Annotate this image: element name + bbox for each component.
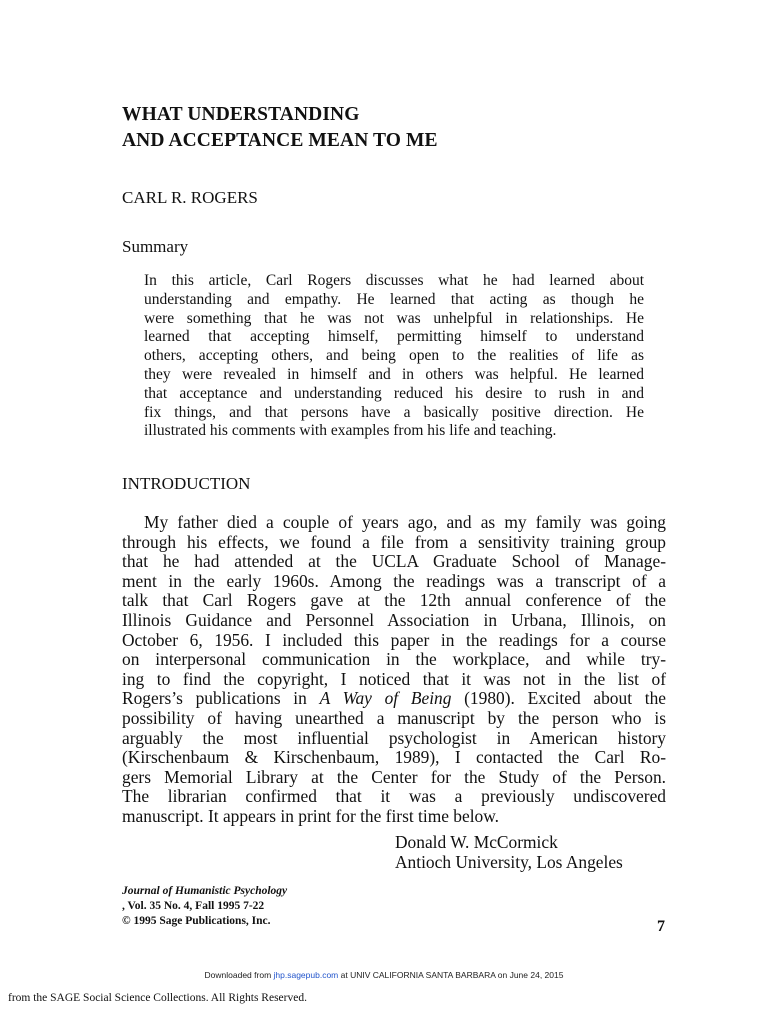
title-line-2: AND ACCEPTANCE MEAN TO ME bbox=[122, 130, 438, 151]
intro-line: manuscript. It appears in print for the first time below. bbox=[122, 805, 500, 826]
intro-line: My father died a couple of years ago, and as my family was going bbox=[144, 512, 666, 532]
intro-line: (Kirschenbaum & Kirschenbaum, 1989), I contacted the Carl Ro- bbox=[122, 747, 666, 768]
summary-line: were something that he was not was unhelpful in relationships. He bbox=[144, 309, 644, 327]
book-title: A Way of Being bbox=[319, 688, 452, 709]
intro-line: Illinois Guidance and Personnel Association in Urbana, Illinois, on bbox=[122, 609, 666, 630]
summary-line: others, accepting others, and being open to the realities of life as bbox=[144, 347, 644, 365]
intro-line: arguably the most influential psychologist in American history bbox=[122, 727, 666, 748]
journal-citation bbox=[122, 884, 287, 929]
intro-line: talk that Carl Rogers gave at the 12th annual conference of the bbox=[122, 590, 666, 611]
introduction-heading: INTRODUCTION bbox=[122, 474, 251, 493]
summary-line: learned that accepting himself, permitting himself to understand bbox=[144, 328, 644, 346]
introduction-body bbox=[122, 513, 666, 827]
copyright-line: © 1995 Sage Publications, Inc. bbox=[122, 915, 271, 927]
summary-line: fix things, and that persons have a basically positive direction. He bbox=[144, 403, 644, 421]
summary-body bbox=[144, 272, 644, 441]
journal-details: , Vol. 35 No. 4, Fall 1995 7-22 bbox=[122, 900, 265, 912]
title-line-1: WHAT UNDERSTANDING bbox=[122, 104, 360, 125]
intro-line: gers Memorial Library at the Center for the Study of the Person. bbox=[122, 766, 666, 787]
journal-name: Journal of Humanistic Psychology bbox=[122, 885, 288, 897]
intro-line-rogers bbox=[122, 689, 666, 709]
article-title bbox=[122, 102, 438, 154]
journal-link[interactable]: jhp.sagepub.com bbox=[273, 970, 339, 980]
intro-line: October 6, 1956. I included this paper in the readings for a course bbox=[122, 629, 666, 650]
summary-line: illustrated his comments with examples from his life and teaching. bbox=[144, 422, 557, 440]
intro-line: ment in the early 1960s. Among the readings was a transcript of a bbox=[122, 570, 666, 591]
signature-block bbox=[395, 832, 623, 872]
rogers-post: (1980). Excited about the bbox=[451, 688, 666, 709]
summary-heading: Summary bbox=[122, 237, 189, 256]
intro-line: through his effects, we found a file from a sensitivity training group bbox=[122, 531, 666, 552]
intro-line: that he had attended at the UCLA Graduate School of Manage- bbox=[122, 551, 666, 572]
rights-notice: from the SAGE Social Science Collections. All Rights Reserved. bbox=[8, 992, 307, 1004]
author-name: CARL R. ROGERS bbox=[122, 188, 258, 207]
intro-line: The librarian confirmed that it was a previously undiscovered bbox=[122, 786, 666, 807]
signature-affiliation: Antioch University, Los Angeles bbox=[395, 852, 623, 872]
summary-line: In this article, Carl Rogers discusses what he had learned about bbox=[144, 272, 644, 289]
intro-line: ing to find the copyright, I noticed that it was not in the list of bbox=[122, 668, 666, 689]
download-notice bbox=[0, 970, 768, 980]
summary-line: understanding and empathy. He learned that acting as though he bbox=[144, 290, 644, 308]
page-number: 7 bbox=[657, 918, 665, 935]
rogers-pre: Rogers’s publications in bbox=[122, 688, 320, 709]
summary-line: that acceptance and understanding reduced his desire to rush in and bbox=[144, 384, 644, 402]
download-suffix: at UNIV CALIFORNIA SANTA BARBARA on June 24, 2015 bbox=[338, 970, 564, 980]
summary-line: they were revealed in himself and in others was helpful. He learned bbox=[144, 365, 644, 383]
signature-name: Donald W. McCormick bbox=[395, 832, 558, 852]
journal-line bbox=[122, 884, 287, 914]
intro-line: possibility of having unearthed a manuscript by the person who is bbox=[122, 707, 666, 728]
intro-line: on interpersonal communication in the workplace, and while try- bbox=[122, 649, 666, 670]
download-prefix: Downloaded from bbox=[204, 970, 274, 980]
